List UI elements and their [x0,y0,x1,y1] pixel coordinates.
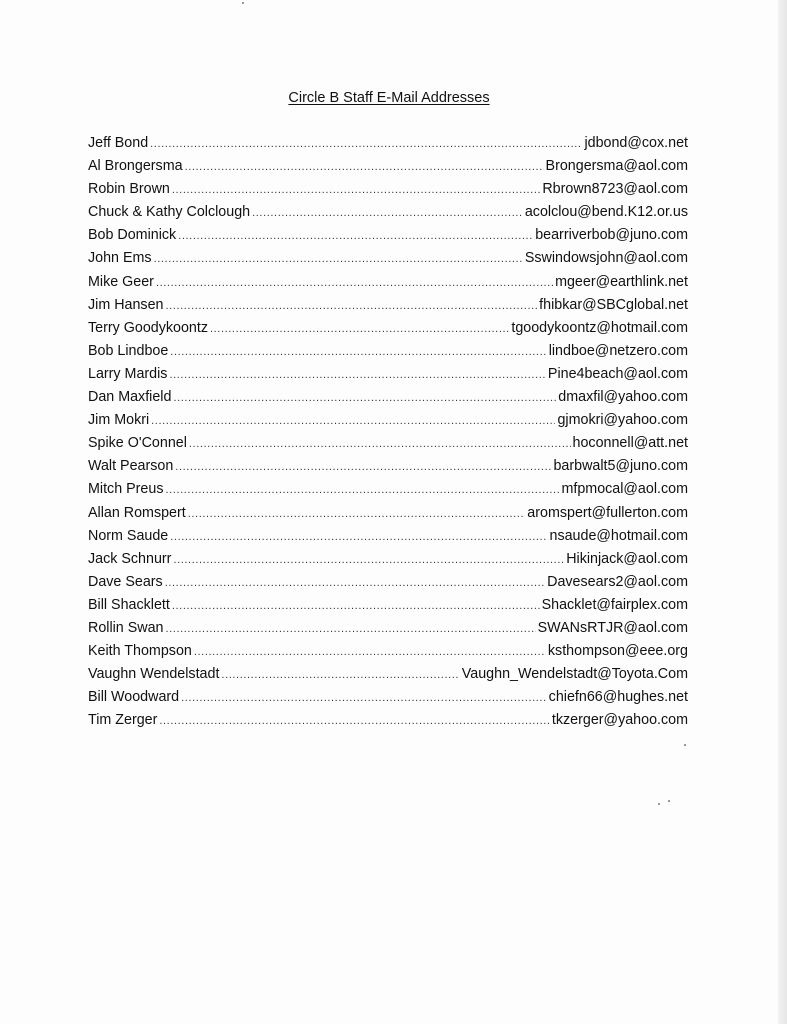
staff-name: Rollin Swan [88,619,164,636]
staff-name: John Ems [88,250,152,267]
dot-leader [172,179,540,202]
staff-name: Mitch Preus [88,481,164,498]
staff-entry-row [88,478,688,501]
staff-email: tkzerger@yahoo.com [551,712,688,729]
staff-entry-row [88,594,688,617]
staff-email: acolclou@bend.K12.or.us [524,204,688,221]
dot-leader [178,225,533,248]
staff-name: Larry Mardis [88,365,168,382]
dot-leader [165,479,559,502]
page-edge-shadow [778,0,787,1024]
staff-name: Spike O'Connel [88,435,187,452]
dot-leader [173,387,556,410]
staff-email: ksthompson@eee.org [547,643,688,660]
dot-leader [189,433,571,456]
staff-entry-row [88,132,688,155]
scan-speck [658,803,660,805]
dot-leader [169,364,545,387]
dot-leader [175,456,551,479]
staff-name: Norm Saude [88,527,169,544]
staff-entry-row [88,409,688,432]
staff-name: Mike Geer [88,273,154,290]
staff-name: Walt Pearson [88,458,174,475]
staff-name: Bill Shacklett [88,596,170,613]
staff-email: bearriverbob@juno.com [535,227,688,244]
staff-entry-row [88,386,688,409]
staff-email: Brongersma@aol.com [545,158,688,175]
staff-entry-row [88,525,688,548]
staff-entry-row [88,363,688,386]
staff-name: Terry Goodykoontz [88,319,208,336]
dot-leader [150,133,582,156]
dot-leader [252,202,523,225]
staff-entry-row [88,548,688,571]
staff-email: chiefn66@hughes.net [548,689,688,706]
staff-email: jdbond@cox.net [584,135,688,151]
staff-name: Dan Maxfield [88,389,172,406]
staff-email: Hikinjack@aol.com [566,550,688,567]
staff-entry-row [88,455,688,478]
staff-name: Jim Hansen [88,296,164,313]
staff-name: Tim Zerger [88,712,158,729]
staff-name: Bob Dominick [88,227,177,244]
staff-entry-row [88,663,688,686]
staff-entry-row [88,155,688,178]
scan-speck [684,744,686,746]
staff-name: Chuck & Kathy Colclough [88,204,251,221]
dot-leader [170,526,547,549]
staff-email: mfpmocal@aol.com [561,481,688,498]
dot-leader [185,156,544,179]
staff-email: nsaude@hotmail.com [549,527,688,544]
staff-email: Davesears2@aol.com [547,573,688,590]
staff-entry-row [88,502,688,525]
staff-email: aromspert@fullerton.com [527,504,688,521]
staff-name: Bill Woodward [88,689,180,706]
staff-entry-row [88,201,688,224]
dot-leader [173,549,564,572]
dot-leader [166,618,536,641]
staff-email: tgoodykoontz@hotmail.com [511,319,688,336]
staff-entry-row [88,432,688,455]
staff-email: Rbrown8723@aol.com [542,181,688,198]
dot-leader [154,248,523,271]
staff-entry-row [88,247,688,270]
staff-entry-row [88,709,688,732]
staff-entry-row [88,224,688,247]
staff-name: Dave Sears [88,573,163,590]
staff-entry-row [88,178,688,201]
staff-name: Jack Schnurr [88,550,172,567]
dot-leader [170,341,546,364]
staff-entry-row [88,294,688,317]
dot-leader [210,318,509,341]
staff-email: Pine4beach@aol.com [547,365,688,382]
dot-leader [172,595,540,618]
staff-email: barbwalt5@juno.com [553,458,688,475]
dot-leader [181,687,547,710]
dot-leader [156,272,553,295]
document-title: Circle B Staff E-Mail Addresses [288,90,490,106]
staff-entry-row [88,317,688,340]
staff-name: Vaughn Wendelstadt [88,666,220,683]
staff-email: Shacklet@fairplex.com [541,596,688,613]
staff-email: Vaughn_Wendelstadt@Toyota.Com [461,666,688,683]
staff-entry-row [88,571,688,594]
staff-email: dmaxfil@yahoo.com [558,389,688,406]
dot-leader [165,572,545,595]
dot-leader [159,710,550,733]
staff-entry-row [88,340,688,363]
dot-leader [221,664,459,687]
scan-speck [242,2,244,4]
staff-email: SWANsRTJR@aol.com [537,619,688,636]
staff-entry-row [88,640,688,663]
staff-name: Al Brongersma [88,158,183,175]
staff-name: Jim Mokri [88,412,150,429]
staff-entry-row [88,271,688,294]
scan-speck [668,800,670,802]
staff-email: Sswindowsjohn@aol.com [524,250,688,267]
staff-entry-row [88,617,688,640]
dot-leader [151,410,555,433]
staff-entry-row [88,686,688,709]
staff-name: Keith Thompson [88,643,192,660]
staff-name: Jeff Bond [88,135,149,151]
staff-email: fhibkar@SBCglobal.net [539,296,688,313]
staff-name: Allan Romspert [88,504,186,521]
staff-name: Robin Brown [88,181,170,198]
staff-email-list [88,132,688,732]
staff-email: lindboe@netzero.com [548,342,688,359]
staff-name: Bob Lindboe [88,342,169,359]
dot-leader [188,503,526,526]
dot-leader [194,641,546,664]
staff-email: hoconnell@att.net [572,435,688,452]
dot-leader [166,295,538,318]
staff-email: mgeer@earthlink.net [555,273,688,290]
staff-email: gjmokri@yahoo.com [557,412,688,429]
